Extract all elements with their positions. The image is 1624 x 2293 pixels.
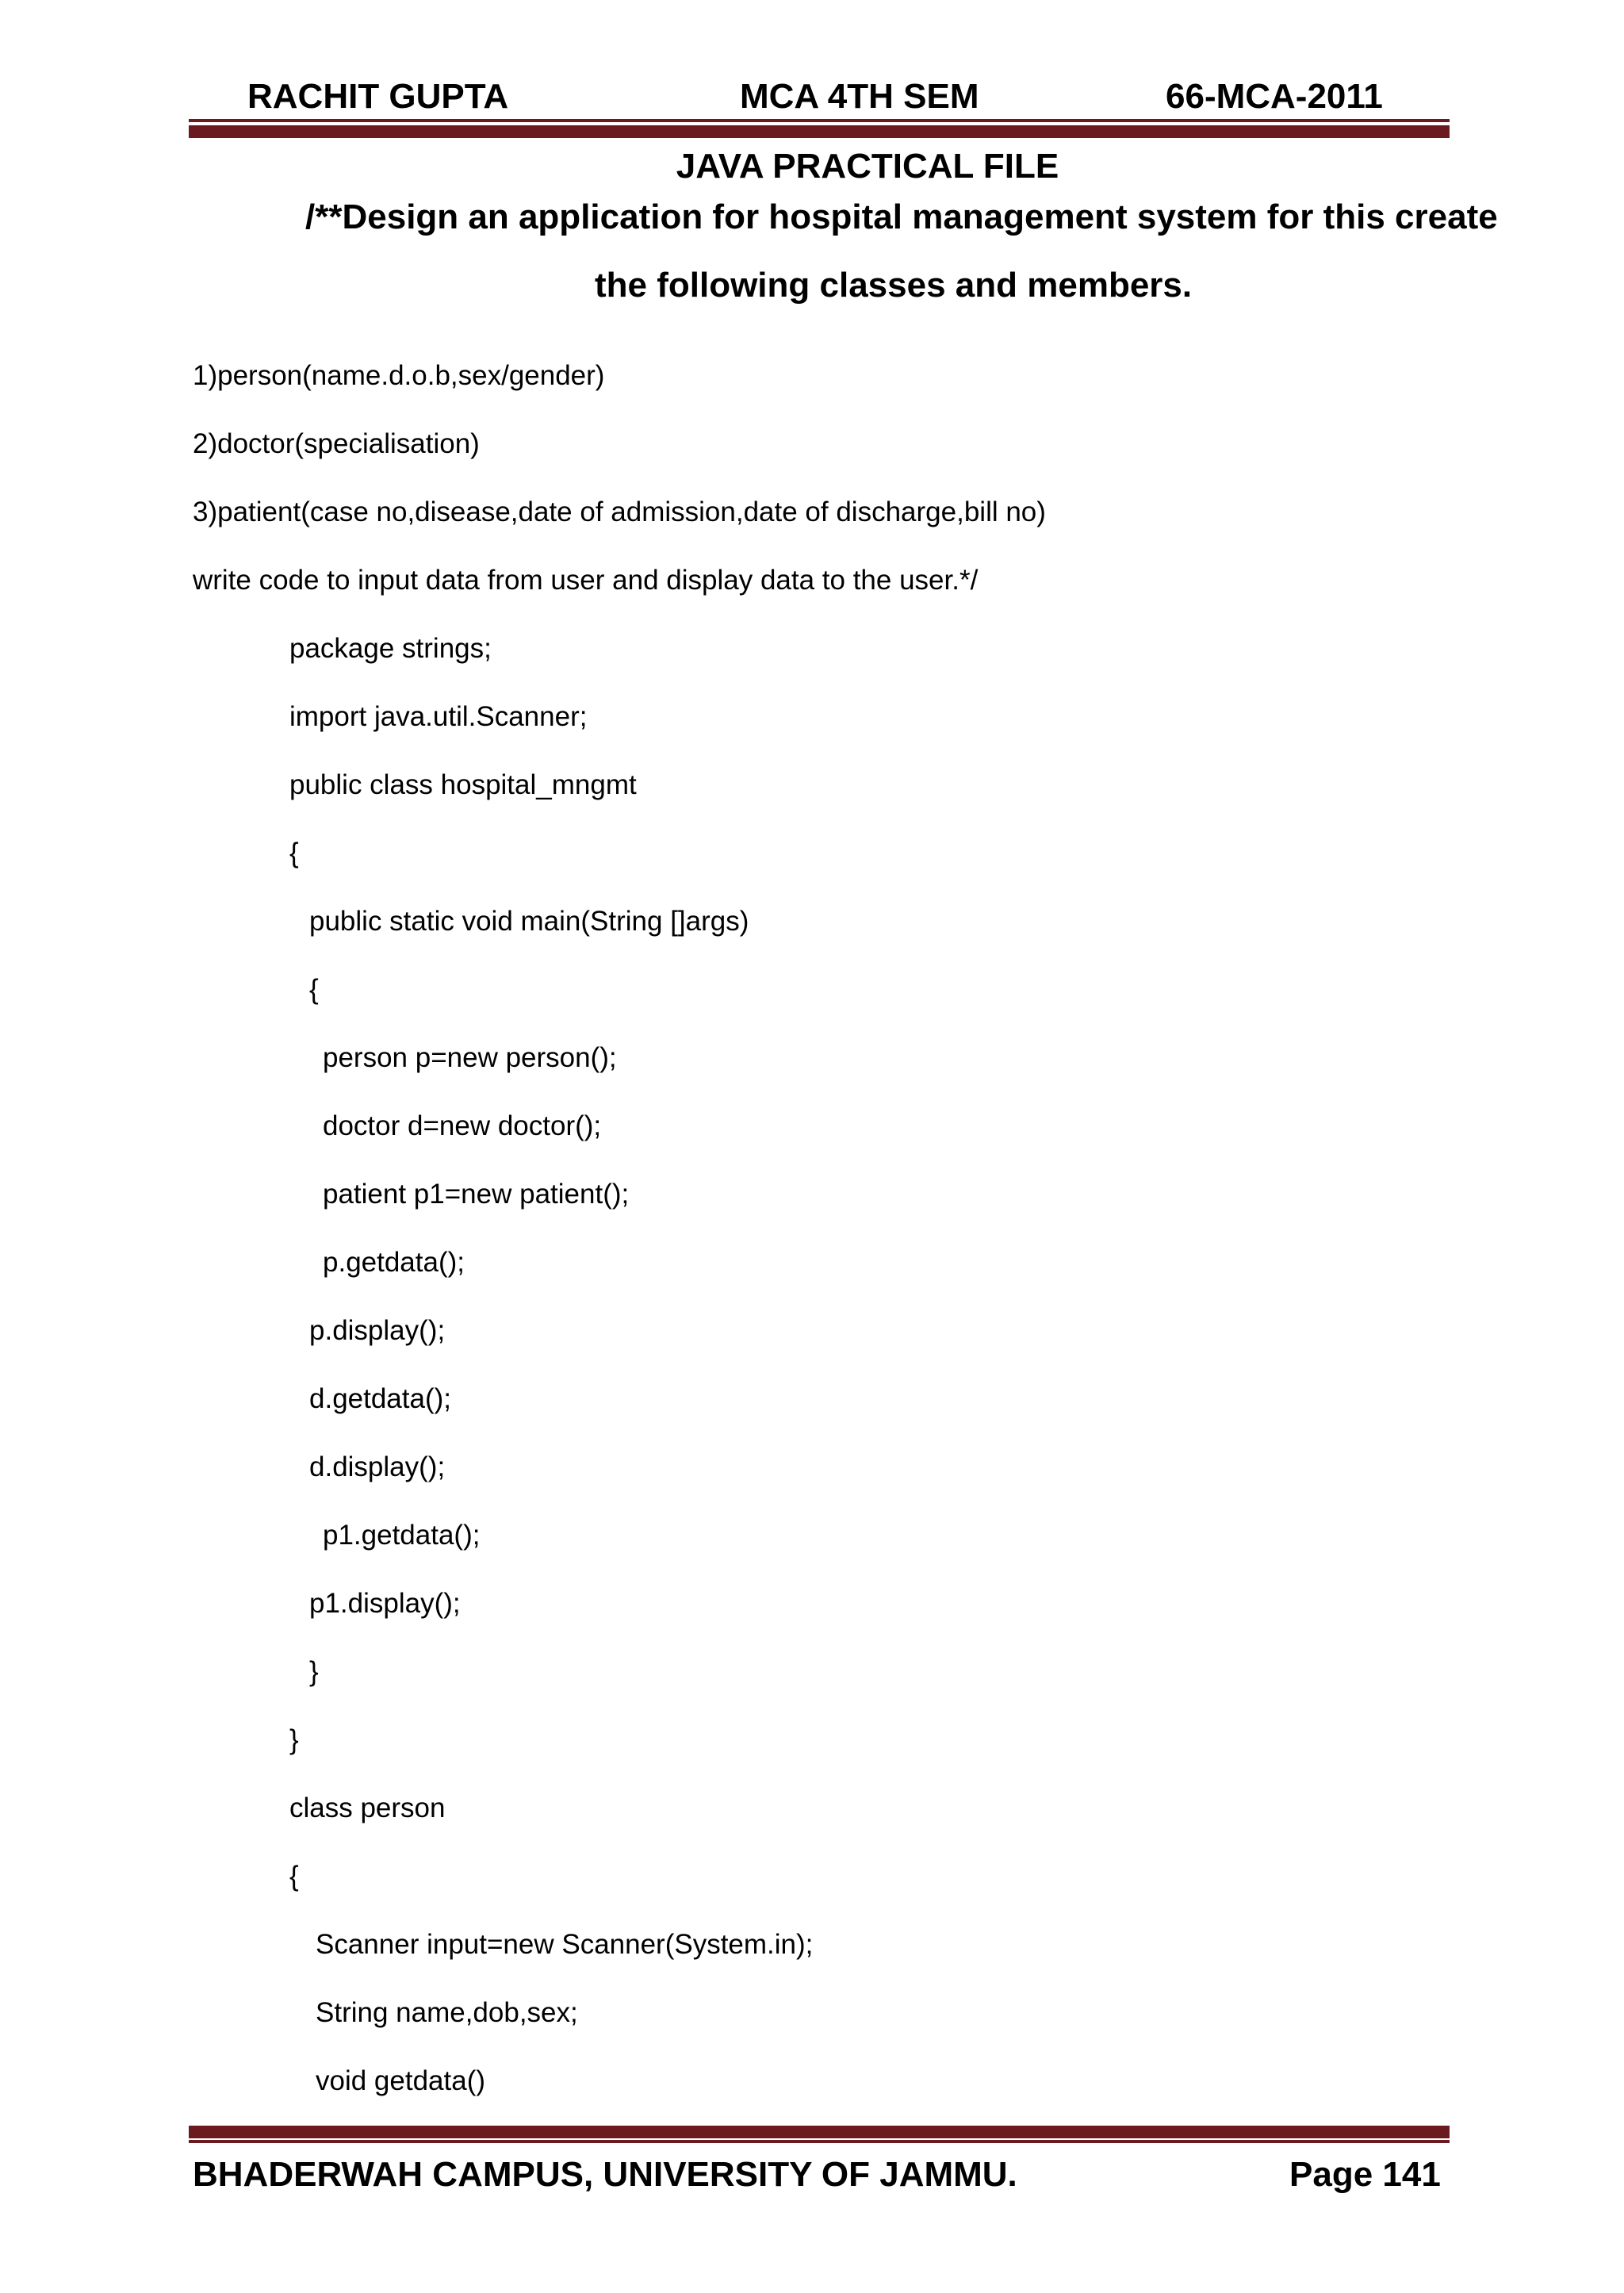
code-line: class person bbox=[289, 1793, 446, 1823]
code-line: package strings; bbox=[289, 633, 492, 664]
code-line: } bbox=[309, 1656, 319, 1687]
code-line: d.display(); bbox=[309, 1451, 446, 1482]
code-line: d.getdata(); bbox=[309, 1383, 451, 1414]
code-line: { bbox=[309, 974, 319, 1005]
code-line: String name,dob,sex; bbox=[316, 1997, 578, 2028]
code-line: { bbox=[289, 838, 299, 869]
code-line: } bbox=[289, 1724, 299, 1755]
code-line: public class hospital_mngmt bbox=[289, 769, 637, 800]
code-line: p1.display(); bbox=[309, 1588, 461, 1619]
code-line: import java.util.Scanner; bbox=[289, 701, 588, 732]
header-rule-thick bbox=[189, 125, 1450, 138]
header-roll: 66-MCA-2011 bbox=[1166, 77, 1383, 116]
code-line: Scanner input=new Scanner(System.in); bbox=[316, 1929, 814, 1960]
footer-rule-thick bbox=[189, 2126, 1450, 2138]
code-line: p.getdata(); bbox=[323, 1247, 465, 1278]
heading-line-1: /**Design an application for hospital management system for this create bbox=[305, 197, 1498, 236]
requirement-note: write code to input data from user and display data to the user.*/ bbox=[193, 565, 979, 596]
code-line: p1.getdata(); bbox=[323, 1520, 481, 1551]
page-title: JAVA PRACTICAL FILE bbox=[676, 147, 1059, 186]
code-line: p.display(); bbox=[309, 1315, 446, 1346]
code-line: person p=new person(); bbox=[323, 1042, 617, 1073]
requirement-1: 1)person(name.d.o.b,sex/gender) bbox=[193, 360, 605, 391]
footer-page-number: Page 141 bbox=[1289, 2155, 1441, 2194]
header-rule-thin bbox=[189, 119, 1450, 122]
requirement-2: 2)doctor(specialisation) bbox=[193, 428, 480, 459]
header-name: RACHIT GUPTA bbox=[247, 77, 509, 116]
footer-campus: BHADERWAH CAMPUS, UNIVERSITY OF JAMMU. bbox=[193, 2155, 1017, 2194]
code-line: void getdata() bbox=[316, 2065, 486, 2096]
header-course: MCA 4TH SEM bbox=[740, 77, 979, 116]
code-line: patient p1=new patient(); bbox=[323, 1179, 630, 1210]
footer-rule-thin bbox=[189, 2140, 1450, 2143]
code-line: public static void main(String []args) bbox=[309, 906, 749, 937]
requirement-3: 3)patient(case no,disease,date of admission,date of discharge,bill no) bbox=[193, 497, 1046, 527]
code-line: { bbox=[289, 1861, 299, 1892]
heading-line-2: the following classes and members. bbox=[595, 266, 1193, 305]
code-line: doctor d=new doctor(); bbox=[323, 1110, 602, 1141]
